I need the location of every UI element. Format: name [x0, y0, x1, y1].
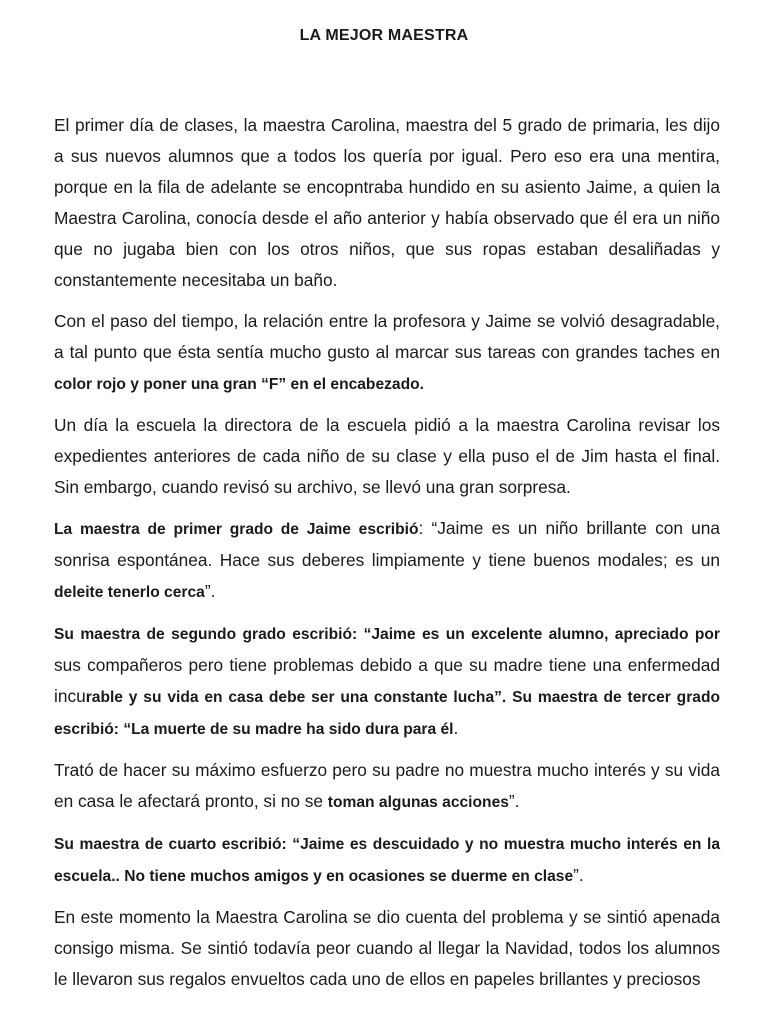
text-run: Trató de hacer su máximo esfuerzo pero su padre no muestra mucho interés y su vida en casa le afectará pronto, si no se — [54, 760, 720, 811]
bold-text-run: toman algunas acciones — [327, 794, 509, 811]
text-run: ”. — [573, 865, 584, 885]
text-run: sus compañeros pero tiene problemas debido a que su madre tiene una enfermedad incu — [54, 655, 720, 706]
text-run: El primer día de clases, la maestra Carolina, maestra del 5 grado de primaria, les dijo a sus nuevos alumnos que a todos los quería por igual. Pero eso era una mentira, porque en la fila de adelante se encopntraba hundido en su asiento Jaime, a quien la Maestra Carolina, conocía desde el año anterior y había observado que él era un niño que no jugaba bien con los otros niños, que sus ropas estaban desaliñadas y constantemente necesitaba un baño. — [54, 115, 720, 290]
bold-text-run: rable y su vida en casa debe ser una constante lucha”. Su maestra de tercer grado escribió: “La muerte de su madre ha sido dura para él — [54, 689, 720, 738]
text-run: ”. — [204, 581, 216, 601]
bold-text-run: deleite tenerlo cerca — [54, 584, 205, 601]
paragraph — [54, 110, 720, 296]
paragraph — [54, 410, 720, 503]
paragraph — [54, 755, 720, 818]
paragraph — [54, 513, 720, 608]
paragraph — [54, 618, 720, 745]
bold-text-run: Su maestra de segundo grado escribió: “Jaime es un excelente alumno, apreciado por — [54, 626, 720, 643]
bold-text-run: La maestra de primer grado de Jaime escribió — [54, 521, 419, 538]
text-run: En este momento la Maestra Carolina se dio cuenta del problema y se sintió apenada consigo misma. Se sintió todavía peor cuando al llegar la Navidad, todos los alumnos le llevaron sus regalos envueltos cada uno de ellos en papeles brillantes y preciosos — [54, 907, 720, 989]
bold-text-run: color rojo y poner una gran “F” en el encabezado. — [54, 376, 424, 393]
paragraph — [54, 902, 720, 995]
document-title: LA MEJOR MAESTRA — [299, 27, 469, 44]
bold-text-run: Su maestra de cuarto escribió: “Jaime es descuidado y no muestra mucho interés en la escuela.. No tiene muchos amigos y en ocasiones se duerme en clase — [54, 836, 720, 885]
text-run: . — [453, 718, 459, 738]
paragraph — [54, 306, 720, 400]
text-run: Con el paso del tiempo, la relación entre la profesora y Jaime se volvió desagradable, a tal punto que ésta sentía mucho gusto al marcar sus tareas con grandes taches en — [54, 311, 720, 362]
document-body — [54, 110, 720, 1005]
text-run: : “Jaime es un niño brillante con una sonrisa espontánea. Hace sus deberes limpiamente y tiene buenos modales; es un — [54, 518, 721, 570]
text-run: Un día la escuela la directora de la escuela pidió a la maestra Carolina revisar los expedientes anteriores de cada niño de su clase y ella puso el de Jim hasta el final. Sin embargo, cuando revisó su archivo, se llevó una gran sorpresa. — [54, 415, 720, 497]
text-run: ”. — [508, 791, 520, 811]
paragraph — [54, 828, 720, 892]
